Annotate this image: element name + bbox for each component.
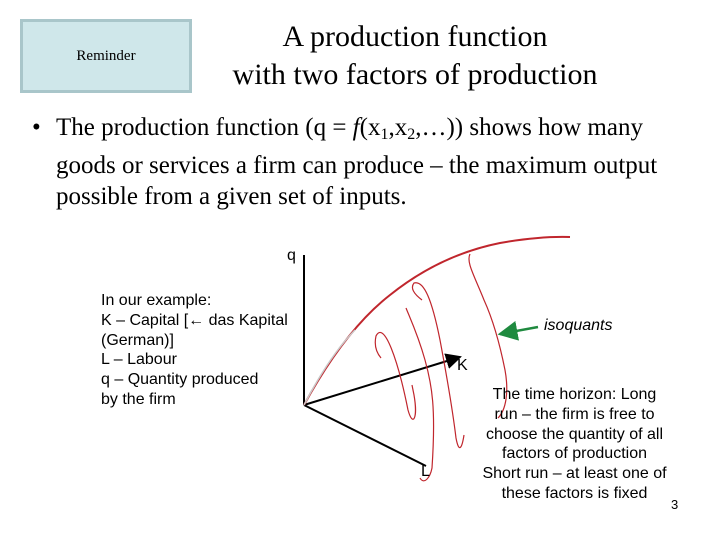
k-axis-label: K (457, 357, 468, 374)
function-symbol: f (352, 114, 360, 141)
isoquants-label: isoquants (544, 317, 613, 334)
note-line-5: q – Quantity produced (101, 371, 259, 389)
production-curve (304, 237, 570, 405)
note-line-4: L – Labour (101, 351, 177, 369)
note-line-3: (German)] (101, 331, 174, 349)
title-line-2: with two factors of production (232, 58, 598, 91)
horizon-line-1: The time horizon: Long (492, 386, 657, 403)
capital-prefix: K – Capital [ (101, 311, 189, 329)
horizon-line-4: factors of production (502, 445, 647, 463)
definition-lead: The production function (q = (56, 114, 353, 141)
bullet-marker: • (32, 114, 41, 141)
l-axis-label: L (421, 463, 430, 480)
horizon-line-2: run – the firm is free to (494, 405, 655, 423)
reminder-label: Reminder (76, 47, 136, 64)
horizon-line-6: these factors is fixed (501, 484, 648, 502)
horizon-line-5: Short run – at least one of (482, 465, 667, 483)
note-line-1: In our example: (101, 292, 212, 309)
note-line-2 (101, 311, 331, 331)
time-horizon-note (462, 385, 687, 504)
subscript-1: 1 (380, 126, 389, 143)
example-note (101, 291, 331, 410)
subscript-2: 2 (407, 126, 416, 143)
definition-rest: ,…)) shows how many goods or services a firm can produce – the maximum output possible from a given set of inputs. (56, 114, 658, 210)
l-axis (304, 405, 426, 466)
left-arrow-icon: ← (188, 311, 205, 329)
args-open: (x (359, 114, 381, 141)
capital-german: das Kapital (204, 311, 288, 329)
title-line-1: A production function (282, 20, 548, 53)
note-line-6: by the firm (101, 390, 176, 408)
isoquant-1 (375, 332, 415, 419)
horizon-line-3: choose the quantity of all (485, 425, 663, 443)
page-number: 3 (671, 497, 679, 512)
isoquant-4 (406, 308, 434, 481)
q-axis-label: q (287, 247, 296, 264)
args-comma: ,x (388, 114, 408, 141)
isoquants-arrow (500, 327, 538, 334)
